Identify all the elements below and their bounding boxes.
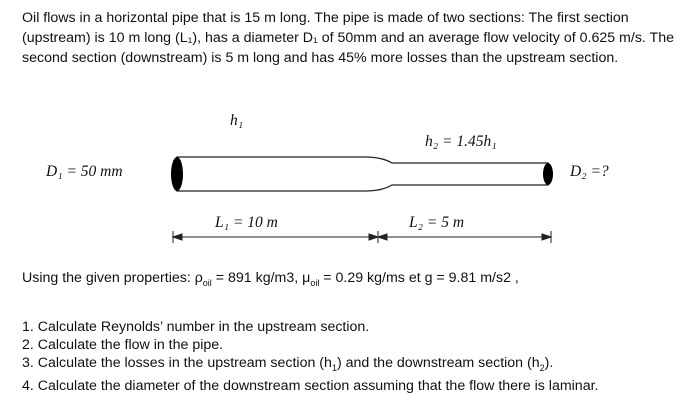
problem-statement: Oil flows in a horizontal pipe that is 15 m long. The pipe is made of two sections: The first section (upstream) is 10 m long (L₁), has a diameter D₁ of 50mm and an average flow velocity of 0.625 m/s. The second section (downstream) is 5 m long and has 45% more losses than the upstream section. xyxy=(22,10,674,67)
length-dimension-l2 xyxy=(378,231,551,243)
question-2: 2. Calculate the flow in the pipe. xyxy=(22,337,224,354)
pipe-outlet-cap xyxy=(543,163,553,185)
label-d2: D₂ =? xyxy=(570,163,609,180)
rho-value: = 891 kg/m3, xyxy=(211,270,303,286)
pipe-outline xyxy=(177,157,548,191)
label-l1: L₁ = 10 m xyxy=(215,214,278,231)
properties-prefix: Using the given properties: xyxy=(22,270,195,286)
label-d1: D₁ = 50 mm xyxy=(46,163,123,180)
question-4: 4. Calculate the diameter of the downstream section assuming that the flow there is laminar. xyxy=(22,378,599,395)
rho-symbol: ρ xyxy=(194,270,203,286)
label-h1: h₁ xyxy=(230,112,244,129)
question-list xyxy=(22,318,598,396)
mu-value: = 0.29 kg/ms et g = 9.81 m/s2 , xyxy=(319,270,519,286)
rho-subscript: oil xyxy=(202,277,212,288)
question-1: 1. Calculate Reynolds’ number in the upstream section. xyxy=(22,319,370,335)
length-dimension-l1 xyxy=(173,231,378,243)
pipe-inlet-cap xyxy=(171,157,183,191)
label-h2: h₂ = 1.45h₁ xyxy=(425,133,497,150)
given-properties xyxy=(22,270,519,288)
question-3: 3. Calculate the losses in the upstream section $(h_1)$ and the downstream section $(h_2)$. xyxy=(22,355,554,374)
mu-symbol: μ xyxy=(302,270,311,286)
label-l2: L₂ = 5 m xyxy=(409,214,465,231)
mu-subscript: oil xyxy=(310,277,320,288)
